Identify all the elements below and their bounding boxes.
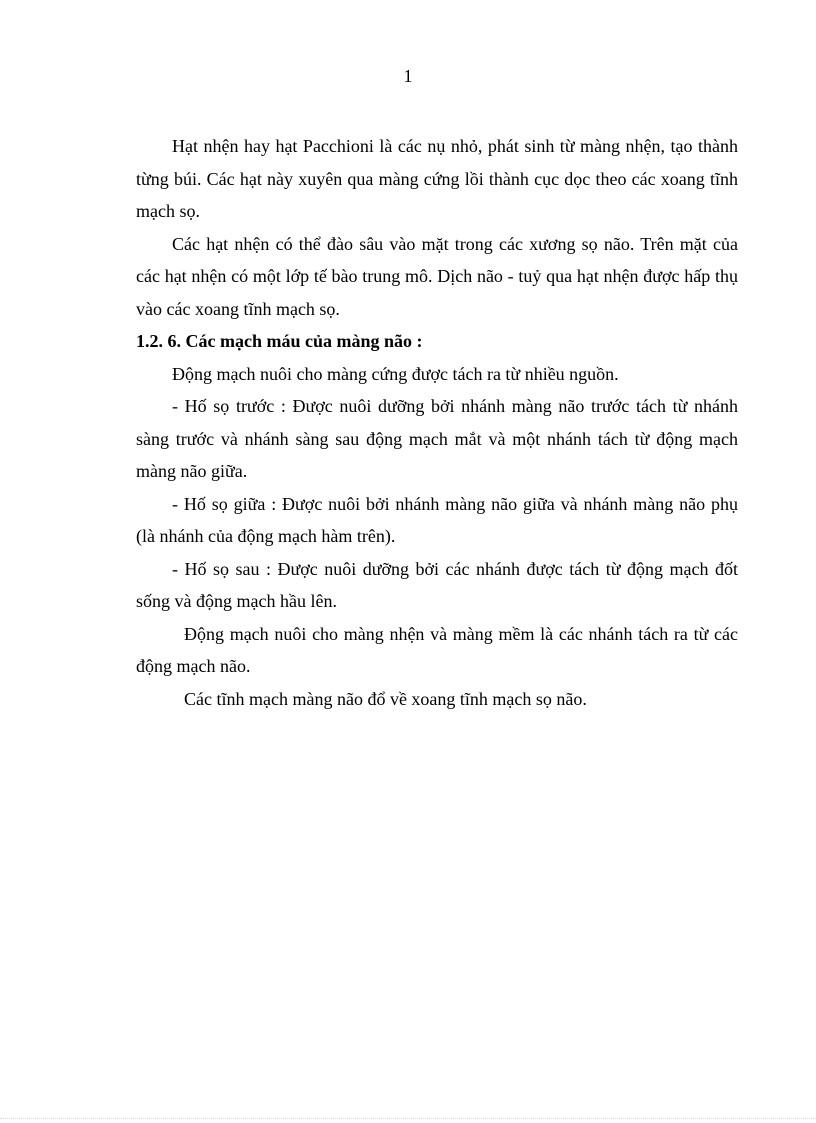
paragraph-arachnoid-granulations: Hạt nhện hay hạt Pacchioni là các nụ nhỏ, phát sinh từ màng nhện, tạo thành từng búi. Các hạt này xuyên qua màng cứng lồi thành cục dọc theo các xoang tĩnh mạch sọ. — [136, 136, 738, 221]
paragraph-arachnoid-pia-arteries: Động mạch nuôi cho màng nhện và màng mềm là các nhánh tách ra từ các động mạch não. — [136, 623, 738, 676]
paragraph-meningeal-veins: Các tĩnh mạch màng não đổ về xoang tĩnh mạch sọ não. — [184, 688, 587, 709]
paragraph-dura-arteries: Động mạch nuôi cho màng cứng được tách ra từ nhiều nguồn. — [172, 363, 619, 384]
paragraph-posterior-fossa: - Hố sọ sau : Được nuôi dưỡng bởi các nhánh được tách từ động mạch đốt sống và động mạch hầu lên. — [136, 558, 738, 611]
page-number: 1 — [403, 66, 413, 86]
paragraph-anterior-fossa: - Hố sọ trước : Được nuôi dưỡng bởi nhánh màng não trước tách từ nhánh sàng trước và nhánh sàng sau động mạch mắt và một nhánh tách từ động mạch màng não giữa. — [136, 396, 738, 481]
page-bottom-border — [0, 1118, 816, 1119]
section-heading: 1.2. 6. Các mạch máu của màng não : — [136, 331, 423, 351]
paragraph-granulation-absorption: Các hạt nhện có thể đào sâu vào mặt trong các xương sọ não. Trên mặt của các hạt nhện có một lớp tế bào trung mô. Dịch não - tuỷ qua hạt nhện được hấp thụ vào các xoang tĩnh mạch sọ. — [136, 233, 738, 319]
page-content — [136, 130, 738, 715]
paragraph-middle-fossa: - Hố sọ giữa : Được nuôi bởi nhánh màng não giữa và nhánh màng não phụ (là nhánh của động mạch hàm trên). — [136, 493, 738, 546]
